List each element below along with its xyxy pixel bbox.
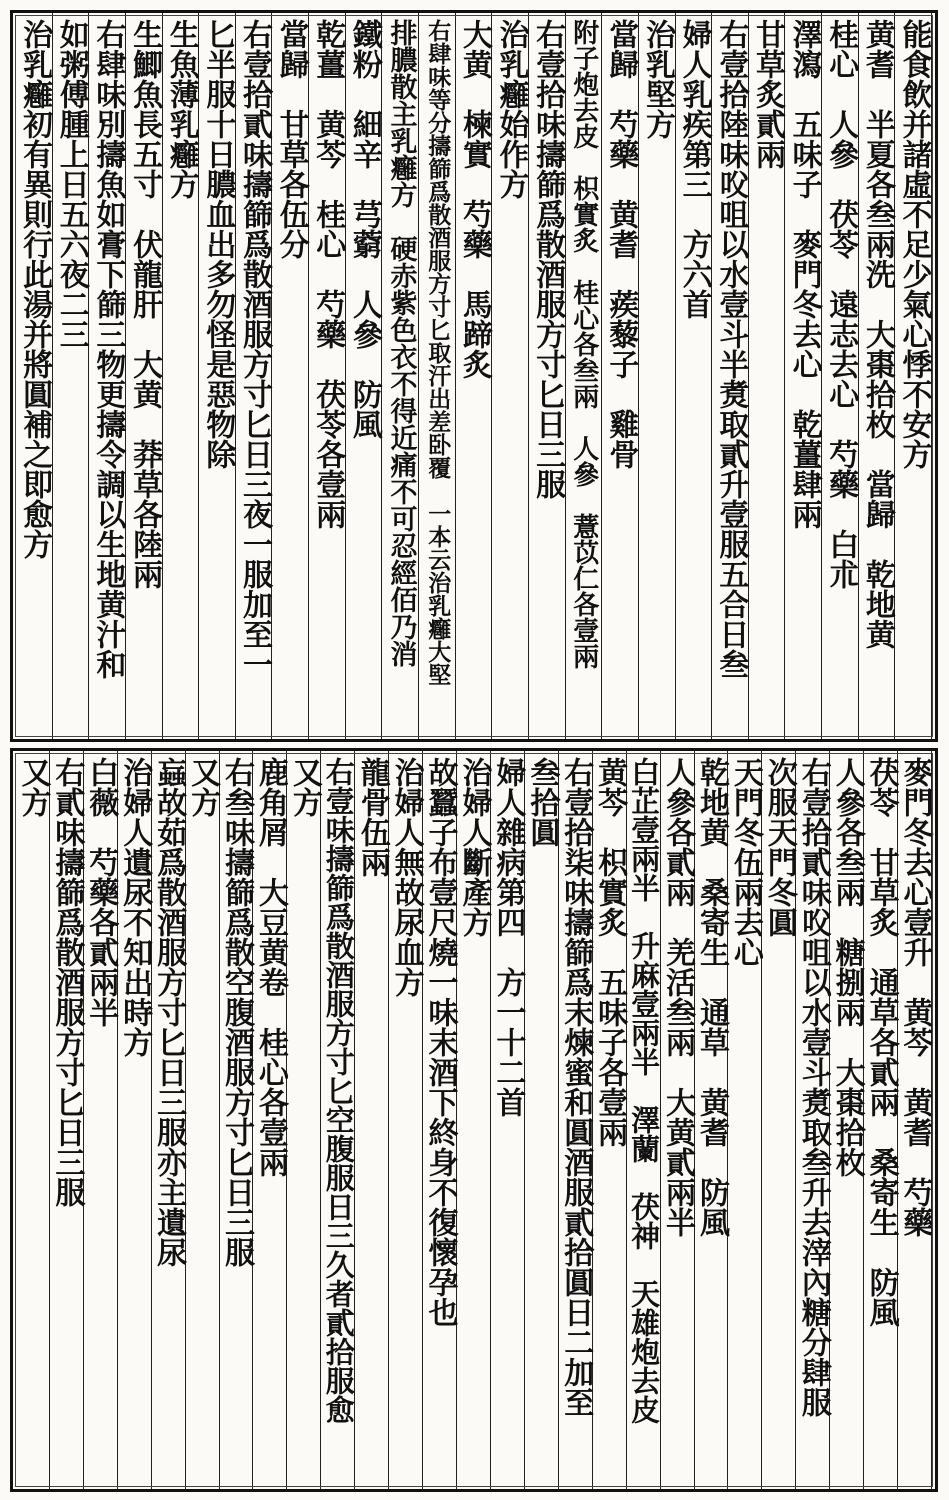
upper-column-text: 黄耆 半夏各叁兩洗 大棗拾枚 當歸 乾地黄 <box>859 19 895 649</box>
lower-column-text: 婦人雜病第四 方一十二首 <box>490 757 526 1117</box>
upper-column-text: 右壹拾味擣篩爲散酒服方寸匕日三服 <box>530 19 566 499</box>
upper-column-text: 右壹拾陸味㕮咀以水壹斗半煑取貳升壹服五合日叁 <box>713 19 749 679</box>
lower-column-text: 治婦人遺尿不知出時方 <box>117 757 153 1057</box>
lower-column-text: 龍骨伍兩 <box>354 757 390 877</box>
lower-column-text: 麥門冬去心壹升 黄芩 黄耆 芍藥 <box>897 757 933 1237</box>
lower-column-text: 黄芩 枳實炙 五味子各壹兩 <box>592 757 628 1147</box>
upper-column-text: 生魚薄乳癰方 <box>163 19 199 199</box>
lower-text-column <box>661 751 695 1489</box>
lower-column-text: 又方 <box>15 757 51 817</box>
lower-text-column <box>457 751 491 1489</box>
lower-text-column <box>491 751 525 1489</box>
upper-text-column <box>676 13 713 739</box>
upper-column-text: 乾薑 黄芩 桂心 芍藥 茯苓各壹兩 <box>310 19 346 529</box>
upper-column-text: 鐵粉 細辛 芎藭 人參 防風 <box>346 19 382 439</box>
lower-text-column <box>50 751 84 1489</box>
upper-column-text: 治乳堅方 <box>640 19 676 139</box>
lower-column-text: 右壹拾柒味擣篩爲末煉蜜和圓酒服貳拾圓日二加至 <box>558 757 594 1417</box>
lower-column-text: 又方 <box>185 757 221 817</box>
lower-text-column <box>898 751 932 1489</box>
upper-column-text: 治乳癰始作方 <box>493 19 529 199</box>
upper-text-column <box>749 13 786 739</box>
upper-column-text: 桂心 人參 茯苓 遠志去心 芍藥 白朮 <box>823 19 859 589</box>
upper-text-column <box>199 13 236 739</box>
lower-column-text: 鹿角屑 大豆黄卷 桂心各壹兩 <box>252 757 288 1177</box>
lower-text-column <box>830 751 864 1489</box>
upper-text-column <box>273 13 310 739</box>
lower-column-text: 治婦人斷產方 <box>456 757 492 937</box>
lower-column-text: 治婦人無故尿血方 <box>388 757 424 997</box>
upper-column-text: 如粥傅腫上日五六夜二三 <box>53 19 89 349</box>
upper-text-column <box>602 13 639 739</box>
upper-text-column <box>53 13 90 739</box>
upper-column-text: 右肆味等分擣篩爲散酒服方寸匕取汗出差卧覆 一本云治乳癰大堅 <box>424 19 452 686</box>
lower-column-text: 又方 <box>286 757 322 817</box>
upper-text-column <box>456 13 493 739</box>
upper-text-column <box>492 13 529 739</box>
lower-column-text: 故蠶子布壹尺燒一味末酒下終身不復懷孕也 <box>422 757 458 1327</box>
lower-text-column <box>695 751 729 1489</box>
lower-column-text: 次服天門冬圓 <box>761 757 797 937</box>
upper-column-text: 治乳癰初有異則行此湯并將圓補之即愈方 <box>17 19 53 559</box>
lower-text-column <box>762 751 796 1489</box>
upper-text-column <box>89 13 126 739</box>
upper-column-text: 右壹拾貳味擣篩爲散酒服方寸匕日三夜一服加至一 <box>236 19 272 679</box>
lower-text-column <box>389 751 423 1489</box>
upper-text-column <box>126 13 163 739</box>
lower-text-column <box>152 751 186 1489</box>
lower-column-text: 白薇 芍藥各貳兩半 <box>83 757 119 1027</box>
upper-text-column <box>822 13 859 739</box>
lower-text-column <box>287 751 321 1489</box>
upper-column-text: 婦人乳疾第三 方六首 <box>676 19 712 319</box>
lower-column-text: 天門冬伍兩去心 <box>727 757 763 967</box>
lower-column-text: 乾地黄 桑寄生 通草 黄耆 防風 <box>693 757 729 1237</box>
lower-text-column <box>559 751 593 1489</box>
lower-text-column <box>864 751 898 1489</box>
lower-column-text: 人參各貳兩 羌活叁兩 大黄貳兩半 <box>660 757 696 1237</box>
lower-text-column <box>423 751 457 1489</box>
upper-text-column <box>895 13 932 739</box>
upper-text-column <box>859 13 896 739</box>
upper-text-column <box>16 13 53 739</box>
lower-text-column <box>525 751 559 1489</box>
lower-text-column <box>16 751 50 1489</box>
lower-text-column <box>355 751 389 1489</box>
lower-column-text: 白芷壹兩半 升麻壹兩半 澤蘭 茯神 天雄炮去皮 <box>627 757 662 1424</box>
upper-column-text: 生鯽魚長五寸 伏龍肝 大黄 莽草各陸兩 <box>127 19 163 589</box>
upper-column-text: 能食飲并諸虛不足少氣心悸不安方 <box>896 19 932 469</box>
lower-text-column <box>84 751 118 1489</box>
lower-text-column <box>796 751 830 1489</box>
upper-text-column <box>639 13 676 739</box>
upper-column-text: 排膿散主乳癰方 硬赤紫色衣不得近痛不可忍經佰乃消 <box>385 19 417 667</box>
lower-column-text: 右叁味擣篩爲散空腹酒服方寸匕日三服 <box>218 757 254 1267</box>
lower-column-text: 右壹味擣篩爲散酒服方寸匕空腹服日三久者貳拾服愈 <box>321 757 356 1424</box>
lower-column-text: 叁拾圓 <box>524 757 560 847</box>
upper-text-column <box>309 13 346 739</box>
lower-column-text: 人參各叁兩 糖捌兩 大棗拾枚 <box>829 757 865 1177</box>
lower-text-column <box>118 751 152 1489</box>
lower-column-text: 茯苓 甘草炙 通草各貳兩 桑寄生 防風 <box>863 757 899 1327</box>
upper-text-column <box>382 13 419 739</box>
upper-column-text: 匕半服十日膿血出多勿怪是惡物除 <box>200 19 236 469</box>
lower-text-column <box>254 751 288 1489</box>
lower-text-column <box>186 751 220 1489</box>
upper-column-text: 右肆味別擣魚如膏下篩三物更擣令調以生地黄汁和 <box>90 19 126 679</box>
upper-column-text: 甘草炙貳兩 <box>749 19 785 169</box>
lower-register <box>10 748 938 1492</box>
lower-column-text: 右貳味擣篩爲散酒服方寸匕日三服 <box>49 757 85 1207</box>
lower-text-column <box>321 751 355 1489</box>
lower-text-column <box>627 751 661 1489</box>
lower-column-text: 右壹拾貳味㕮咀以水壹斗煑取叁升去滓內糖分肆服 <box>795 757 831 1417</box>
upper-text-column <box>419 13 456 739</box>
upper-text-column <box>236 13 273 739</box>
upper-column-text: 當歸 芍藥 黄耆 蒺藜子 雞骨 <box>603 19 639 469</box>
upper-text-column <box>346 13 383 739</box>
upper-column-text: 大黄 楝實 芍藥 馬蹄炙 <box>456 19 492 379</box>
lower-column-text: 蝱故茹爲散酒服方寸匕日三服亦主遺尿 <box>151 757 187 1267</box>
upper-column-text: 澤瀉 五味子 麥門冬去心 乾薑肆兩 <box>786 19 822 529</box>
upper-text-column <box>529 13 566 739</box>
upper-register <box>10 10 938 742</box>
upper-text-column <box>785 13 822 739</box>
upper-text-column <box>163 13 200 739</box>
lower-text-column <box>220 751 254 1489</box>
upper-column-text: 附子炮去皮 枳實炙 桂心各叁兩 人參 薏苡仁各壹兩 <box>568 19 599 669</box>
upper-column-text: 當歸 甘草各伍分 <box>273 19 309 259</box>
upper-text-column <box>566 13 603 739</box>
lower-text-column <box>728 751 762 1489</box>
upper-text-column <box>712 13 749 739</box>
lower-text-column <box>593 751 627 1489</box>
